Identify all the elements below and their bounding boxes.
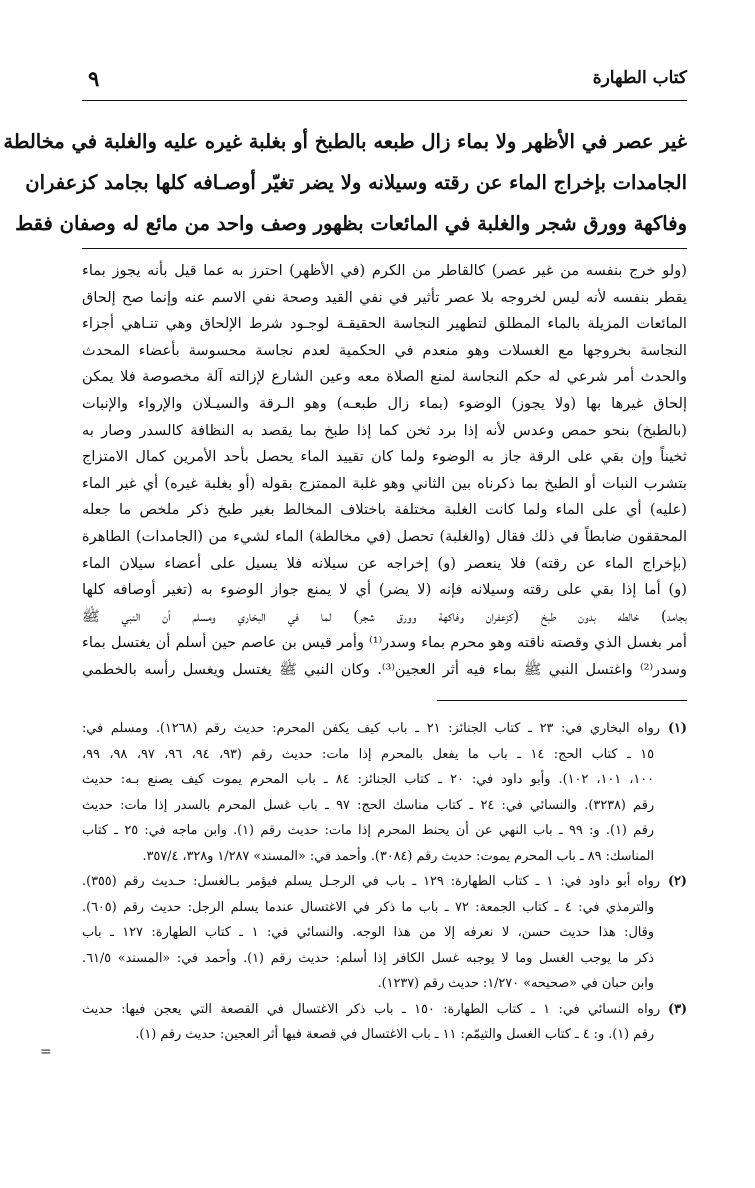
margin-continuation-mark: = — [40, 1044, 52, 1060]
footnote-line: رقم (١). و: ٤ ـ كتاب الغسل والتيمّم: ١١ ـ باب الاغتسال في قصعة فيها أثر العجين: حديث رقم (١). — [135, 1027, 654, 1042]
commentary-line: إلحاق غيرها بها (ولا يجوز) الوضوء (بماء زال طبعـه) وهو الـرقة والسيـلان والإرواء والإنبات — [82, 394, 687, 412]
page-header — [82, 60, 687, 101]
main-text-line: غير عصر في الأظهر ولا بماء زال طبعه بالطبخ أو بغلبة غيره عليه والغلبة في مخالطة — [3, 130, 687, 153]
commentary-line: والحدث أمر شرعي له حكم النجاسة لمنع الصلاة معه وعين الشارع لإزالته آلة مخصوصة فلا يمكن — [82, 368, 687, 386]
commentary-line: (ولو خرج بنفسه من غير عصر) كالقاطر من الكرم (في الأظهر) احترز به عما قيل بأنه يجوز بماء — [82, 262, 687, 279]
footnote-line: ذكر ما يوجب الغسل وما لا يوجبه غسل الكافر إذا أسلم: حديث رقم (١). وأحمد في: «المسند» ٦١/٥. — [82, 950, 654, 966]
footnote-text: رواه أبو داود في: ١ ـ كتاب الطهارة: ١٢٩ ـ باب في الرجـل يسلم فيؤمر بـالغسل: حـديث رقم (٣٥٥). — [82, 874, 660, 889]
footnote-number: (٢) — [667, 874, 687, 889]
footnote-line: المناسك: ٨٩ ـ باب المحرم يموت: حديث رقم (٣٠٨٤). وأحمد في: «المسند» ١/٢٨٧ و٣٢٨، ٣٥٧/٤. — [142, 848, 654, 864]
footnote-number: (١) — [667, 721, 687, 736]
commentary-line: (عليه) أي على الماء ولما كانت الغلبة مختلفة باختلاف المخالط بغير طبخ ذكر ملخص ما جعله — [82, 501, 687, 519]
commentary-line: النجاسة بخروجها مع الغسلات وهو منعدم في الحكمية لعدم نجاسة محسوسة بأعضاء المحدث — [82, 341, 687, 359]
commentary-line: أمر بغسل الذي وقصته ناقته وهو محرم بماء وسدر⁽¹⁾ وأمر قيس بن عاصم حين أسلم أن يغتسل بماء — [82, 634, 687, 652]
main-text — [3, 121, 687, 244]
footnote-line: والترمذي في: ٤ ـ كتاب الجمعة: ٧٢ ـ باب ما ذكر في الاغتسال عندما يسلم الرجل: حديث رقم (٦٠٥). — [82, 899, 655, 915]
commentary-line: وسدر⁽²⁾ واغتسل النبي ﷺ بماء فيه أثر العجين⁽³⁾. وكان النبي ﷺ يغتسل ويغسل رأسه بالخطمي — [82, 660, 688, 678]
commentary-line: (بالطبخ) بنحو حمص وعدس لأنه إذا برد ثخن كما إذا طبخ بما يقصد به النظافة كالسدر وصار به — [82, 421, 687, 439]
footnote-line: ١٠٠، ١٠١، ١٠٢). وأبو داود في: ٢٠ ـ كتاب الجنائز: ٨٤ ـ باب المحرم يموت كيف يصنع بـه: حديث — [82, 772, 654, 787]
footnotes — [82, 716, 687, 1048]
footnote-line — [82, 997, 687, 1023]
commentary-line: ثخيناً وإن بقي على الرقة جاز به الوضوء ولما كان تقييد الماء يحصل بأحد الأمرين كمال الامتزاج — [82, 448, 687, 466]
footnote-line: وابن حبان في «صحيحه» ١/٢٧٠: حديث رقم (١٢٣٧). — [377, 976, 654, 991]
main-text-line: الجامدات بإخراج الماء عن رقته وسيلانه ولا يضر تغيّر أوصـافه كلها بجامد كزعفران — [25, 171, 687, 194]
footnote-text: رواه النسائي في: ١ ـ كتاب الطهارة: ١٥٠ ـ باب ذكر الاغتسال في القصعة التي يعجن فيها: حديث — [82, 1001, 660, 1017]
footnote-line: ١٥ ـ كتاب الحج: ١٤ ـ باب ما يفعل بالمحرم إذا مات: حديث رقم (٩٣، ٩٤، ٩٦، ٩٧، ٩٨، ٩٩، — [82, 746, 655, 762]
commentary-line: المائعات المزيلة بالماء المطلق لتطهير النجاسة الحقيقـة لوجـود شرط الإلحاق وهي تنـاهي أجزاء — [82, 315, 687, 333]
footnote-line: وقال: هذا حديث حسن، لا نعرفه إلا من هذا الوجه. والنسائي في: ١ ـ كتاب الطهارة: ١٢٧ ـ باب — [82, 925, 654, 940]
commentary-line: (بإخراج الماء عن رقته) فلا ينعصر (و) إخراجه عن سيلانه فلا يسيل على أعضاء سيلان الماء — [82, 554, 687, 572]
commentary-line: يقطر بنفسه لأنه ليس لخروجه بلا عصر تأثير في نفي القيد وصحة نفي الاسم عنه وإنما صح إلحاق — [82, 288, 687, 306]
commentary-line: المحققون ضابطاً في ذلك فقال (والغلبة) تحصل (في مخالطة) الماء لشيء من (الجامدات) الطاهرة — [82, 527, 687, 545]
footnote-line: رقم (١). و: ٩٩ ـ باب النهي عن أن يحنط المحرم إذا مات: حديث رقم (١). وابن ماجه في: ٢٥ ـ كتاب — [82, 823, 654, 838]
footnote-line — [82, 716, 687, 742]
main-text-line: وفاكهة وورق شجر والغلبة في المائعات بظهور وصف واحد من مائع له وصفان فقط — [15, 212, 687, 235]
commentary-text — [82, 258, 687, 684]
footnote-number: (٣) — [668, 1001, 687, 1017]
text-separator-rule — [82, 248, 687, 249]
footnote-line: رقم (٣٢٣٨). والنسائي في: ٢٤ ـ كتاب مناسك الحج: ٩٧ ـ باب غسل المحرم بالسدر إذا مات: حديث — [82, 797, 654, 813]
page-number: ٩ — [88, 66, 100, 91]
commentary-line: بتشرب النبات أو الطبخ بما ذكرناه بين الثاني وهو غلبة الممتزج بقوله (أو بغلبة غيره) أي غير الماء — [82, 474, 687, 492]
footnote-separator-rule — [437, 700, 687, 701]
commentary-line: بجامد) خالطه بدون طبخ (كزعفران وفاكهة وورق شجر) لما في البخاري ومسلم أن النبي ﷺ — [82, 607, 687, 625]
running-title: كتاب الطهارة — [592, 68, 687, 88]
footnote-text: رواه البخاري في: ٢٣ ـ كتاب الجنائز: ٢١ ـ باب كيف يكفن المحرم: حديث رقم (١٢٦٨). ومسلم في: — [82, 721, 660, 736]
commentary-line: (و) أما إذا بقي على رقته وسيلانه فإنه (لا يضر) أي لا يمنع جواز الوضوء به (تغير أوصافه كلها — [82, 581, 687, 599]
footnote-line — [82, 869, 687, 895]
